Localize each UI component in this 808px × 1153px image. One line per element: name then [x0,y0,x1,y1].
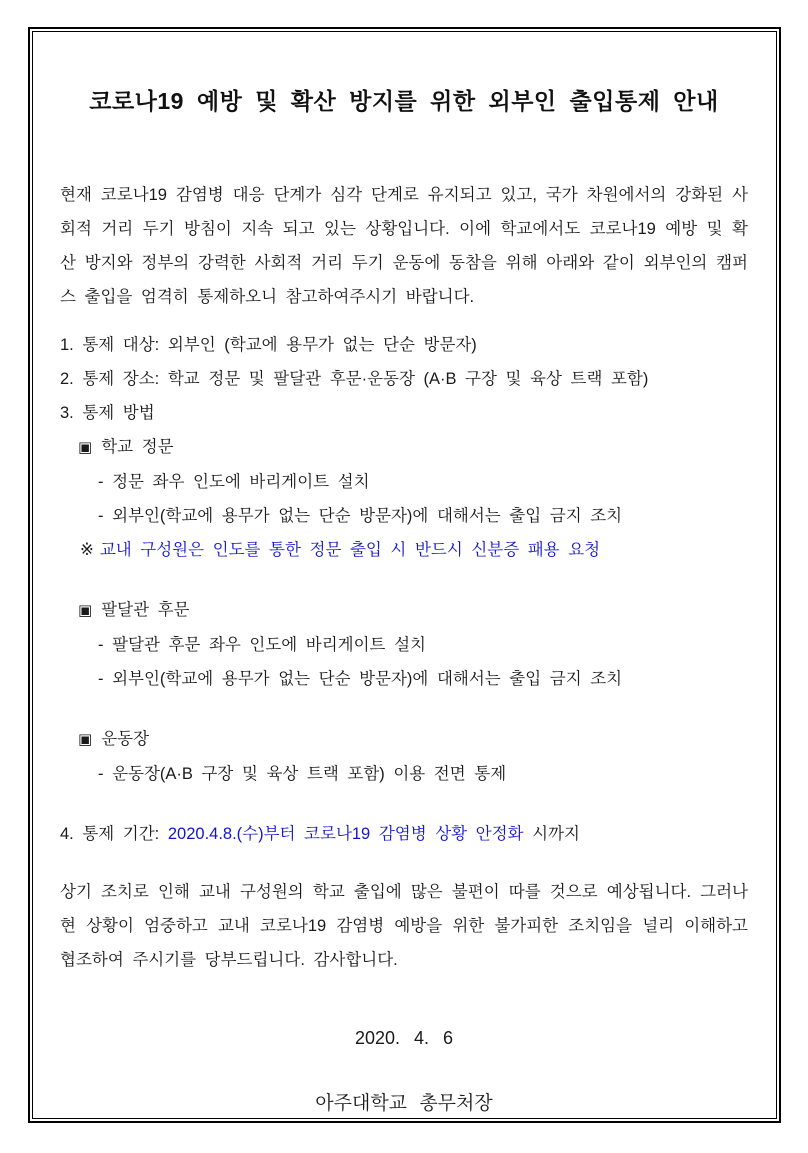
section-detail-line: - 운동장(A·B 구장 및 육상 트랙 포함) 이용 전면 통제 [98,765,507,783]
section-heading [60,722,748,757]
page-title: 코로나19 예방 및 확산 방지를 위한 외부인 출입통제 안내 [89,88,719,114]
control-period-line [60,817,748,851]
id-badge-note [60,533,748,567]
period-prefix: 4. 통제 기간: [60,825,168,843]
section-playground [60,722,748,791]
intro-paragraph: 현재 코로나19 감염병 대응 단계가 심각 단계로 유지되고 있고, 국가 차원에서의 강화된 사회적 거리 두기 방침이 지속 되고 있는 상황입니다. 이에 학교에서도 코로나19 예방 및 확산 방지와 정부의 강력한 사회적 거리 두기 운동에 동참을 위해 아래와 같이 외부인의 캠퍼스 출입을 엄격히 통제하오니 참고하여주시기 바랍니다. [60,186,748,306]
section-heading-label: 팔달관 후문 [101,601,190,619]
reference-mark-icon: ※ [80,541,94,559]
list-item-method: 3. 통제 방법 [60,404,155,422]
section-detail-line: - 외부인(학교에 용무가 없는 단순 방문자)에 대해서는 출입 금지 조치 [98,507,623,525]
square-bullet-icon: ▣ [78,602,93,619]
section-heading [60,593,748,628]
notice-document [31,31,777,1118]
control-items-list [60,328,748,430]
closing-paragraph: 상기 조치로 인해 교내 구성원의 학교 출입에 많은 불편이 따를 것으로 예상됩니다. 그러나 현 상황이 엄중하고 교내 코로나19 감염병 예방을 위한 불가피한 조치임을 널리 이해하고 협조하여 주시기를 당부드립니다. 감사합니다. [60,883,748,969]
section-paldal-back-gate [60,593,748,696]
section-detail-line: - 팔달관 후문 좌우 인도에 바리게이트 설치 [98,636,426,654]
section-heading-label: 운동장 [101,730,150,748]
square-bullet-icon: ▣ [78,731,93,748]
period-suffix: 시까지 [523,825,580,843]
section-detail-line: - 외부인(학교에 용무가 없는 단순 방문자)에 대해서는 출입 금지 조치 [98,670,623,688]
id-badge-note-text: 교내 구성원은 인도를 통한 정문 출입 시 반드시 신분증 패용 요청 [99,541,601,559]
section-heading [60,430,748,465]
square-bullet-icon: ▣ [78,439,93,456]
section-heading-label: 학교 정문 [101,438,174,456]
period-highlight: 2020.4.8.(수)부터 코로나19 감염병 상황 안정화 [167,825,524,843]
notice-date: 2020. 4. 6 [354,1028,454,1048]
list-item-target: 1. 통제 대상: 외부인 (학교에 용무가 없는 단순 방문자) [60,336,477,354]
signature: 아주대학교 총무처장 [315,1093,493,1114]
list-item-location: 2. 통제 장소: 학교 정문 및 팔달관 후문·운동장 (A·B 구장 및 육상 트랙 포함) [60,370,649,388]
section-main-gate [60,430,748,567]
section-detail-line: - 정문 좌우 인도에 바리게이트 설치 [98,473,370,491]
